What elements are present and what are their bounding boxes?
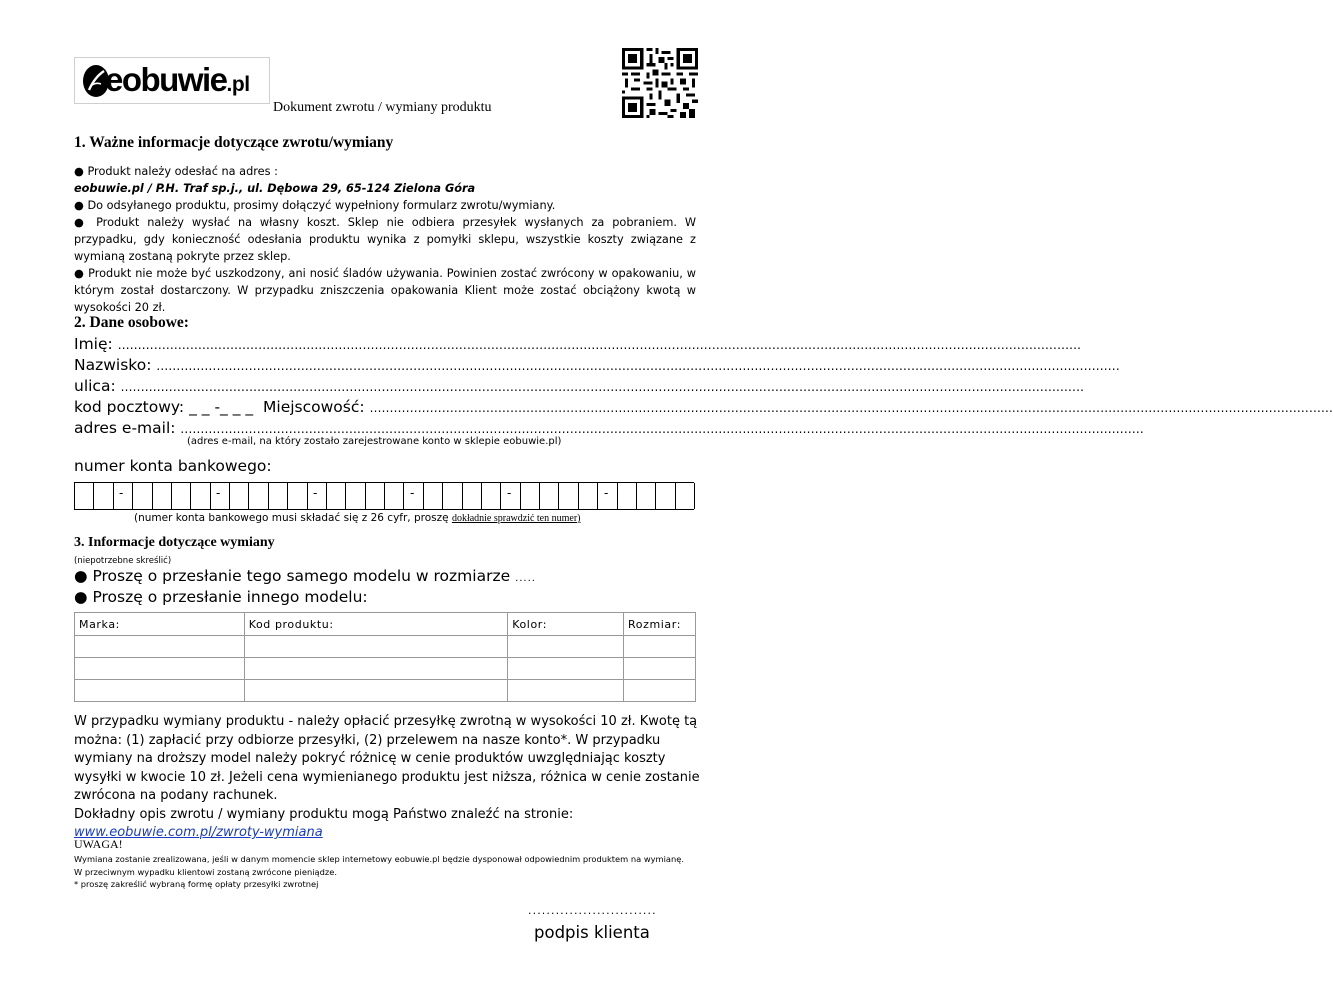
grid-cell-border [307, 483, 308, 509]
grid-cell-border [617, 483, 618, 509]
dotted-line: ................................................................................................................................................................................................................................................ [117, 338, 1082, 352]
table-cell[interactable] [75, 636, 245, 658]
table-cell[interactable] [508, 658, 624, 680]
table-cell[interactable] [244, 658, 508, 680]
postal-code-blanks: _ _ -_ _ _ [189, 398, 254, 416]
grid-cell-border [442, 483, 443, 509]
info-line: ● Produkt nie może być uszkodzony, ani nosić śladów używania. Powinien zostać zwrócony w opakowaniu, w którym został dostarczony. W przypadku zniszczenia opakowania Klient może zostać obciążony kwotą w wysokości 20 zł. [74, 267, 696, 314]
grid-cell-border [384, 483, 385, 509]
fine-print-line: * proszę zakreślić wybraną formę opłaty przesyłki zwrotnej [74, 879, 319, 889]
info-line: ● Produkt należy odesłać na adres : [74, 165, 278, 178]
account-dash: - [410, 486, 415, 500]
grid-cell-border [500, 483, 501, 509]
info-line: ● Produkt należy wysłać na własny koszt. Sklep nie odbiera przesyłek wysłanych za pobraniem. W przypadku, gdy konieczność odesłania produktu wynika z pomyłki sklepu, wszystkie koszty związane z wymianą zostaną pokryte przez sklep. [74, 216, 696, 263]
account-dash: - [507, 486, 512, 500]
grid-cell-border [345, 483, 346, 509]
info-line: ● Do odsyłanego produktu, prosimy dołączyć wypełniony formularz zwrotu/wymiany. [74, 199, 556, 212]
street-label: ulica: [74, 377, 116, 395]
option-other-model[interactable]: ● Proszę o przesłanie innego modelu: [74, 588, 368, 606]
grid-cell-border [171, 483, 172, 509]
grid-cell-border [74, 483, 75, 509]
grid-cell-border [539, 483, 540, 509]
table-cell[interactable] [75, 658, 245, 680]
grid-cell-border [462, 483, 463, 509]
exchange-paragraph: W przypadku wymiany produktu - należy opłacić przesyłkę zwrotną w wysokości 10 zł. Kwotę tą można: (1) zapłacić przy odbiorze przesyłki, (2) przelewem na nasze konto*. W przypadku wymiany na droższy model należy pokryć różnicę w cenie produktów uwzględniając koszty wysyłki w kwocie 10 zł. Jeżeli cena wymienianego produktu jest niższa, różnica w cenie zostanie zwrócona na podany rachunek. [74, 714, 700, 803]
account-dash: - [216, 486, 221, 500]
account-dash: - [313, 486, 318, 500]
exchange-info [74, 713, 700, 843]
grid-cell-border [210, 483, 211, 509]
section3-heading: 3. Informacje dotyczące wymiany [74, 535, 275, 550]
table-cell[interactable] [624, 680, 696, 702]
dotted-line: ................................................................................................................................................................................................................................................ [369, 401, 1333, 415]
table-row [75, 680, 696, 702]
last-name-field[interactable] [74, 355, 1120, 376]
bank-account-label: numer konta bankowego: [74, 457, 272, 475]
table-cell[interactable] [244, 680, 508, 702]
grid-cell-border [597, 483, 598, 509]
qr-code-icon [622, 48, 698, 118]
table-cell[interactable] [624, 658, 696, 680]
table-cell[interactable] [508, 680, 624, 702]
first-name-label: Imię: [74, 335, 113, 353]
grid-cell-border [675, 483, 676, 509]
grid-cell-border [636, 483, 637, 509]
grid-cell-border [423, 483, 424, 509]
postal-city-field[interactable] [74, 397, 1333, 418]
dotted-line: ................................................................................................................................................................................................................................................ [120, 380, 1085, 394]
document-title: Dokument zwrotu / wymiany produktu [273, 100, 492, 115]
return-info-block [74, 163, 696, 316]
exchange-table [74, 612, 696, 702]
bank-account-grid[interactable] [74, 482, 694, 510]
grid-cell-border [520, 483, 521, 509]
grid-cell-border [655, 483, 656, 509]
table-cell[interactable] [75, 680, 245, 702]
eobuwie-logo [74, 57, 270, 104]
email-label: adres e-mail: [74, 419, 176, 437]
bank-account-note: (numer konta bankowego musi składać się z 26 cyfr, proszę dokładnie sprawdzić ten numer) [134, 512, 581, 524]
grid-cell-border [152, 483, 153, 509]
postal-code-label: kod pocztowy: [74, 398, 185, 416]
table-row [75, 636, 696, 658]
table-row [75, 658, 696, 680]
city-label: Miejscowość: [263, 398, 365, 416]
returns-link[interactable]: www.eobuwie.com.pl/zwroty-wymiana [74, 825, 323, 840]
section1-heading: 1. Ważne informacje dotyczące zwrotu/wymiany [74, 134, 394, 151]
table-cell[interactable] [624, 636, 696, 658]
section2-heading: 2. Dane osobowe: [74, 314, 189, 331]
grid-cell-border [229, 483, 230, 509]
col-header-product-code: Kod produktu: [244, 613, 508, 636]
grid-cell-border [287, 483, 288, 509]
col-header-color: Kolor: [508, 613, 624, 636]
grid-cell-border [248, 483, 249, 509]
street-field[interactable] [74, 376, 1085, 397]
account-dash: - [119, 486, 124, 500]
grid-cell-border [365, 483, 366, 509]
strike-note: (niepotrzebne skreślić) [74, 556, 172, 566]
fine-print [74, 853, 694, 891]
grid-cell-border [113, 483, 114, 509]
account-dash: - [604, 486, 609, 500]
grid-cell-border [326, 483, 327, 509]
table-cell[interactable] [244, 636, 508, 658]
details-paragraph: Dokładny opis zwrotu / wymiany produktu mogą Państwo znaleźć na stronie: [74, 806, 574, 822]
grid-cell-border [93, 483, 94, 509]
email-note: (adres e-mail, na który zostało zarejestrowane konto w sklepie eobuwie.pl) [187, 436, 562, 447]
logo-wordmark: eobuwie.pl [105, 61, 250, 98]
grid-cell-border [132, 483, 133, 509]
dotted-line: ................................................................................................................................................................................................................................................ [180, 422, 1144, 436]
option-same-model[interactable]: ● Proszę o przesłanie tego samego modelu w rozmiarze ..... [74, 567, 536, 585]
col-header-size: Rozmiar: [624, 613, 696, 636]
signature-line[interactable]: ............................ [528, 904, 657, 917]
grid-cell-border [558, 483, 559, 509]
return-address: eobuwie.pl / P.H. Traf sp.j., ul. Dębowa 29, 65-124 Zielona Góra [74, 182, 476, 195]
grid-cell-border [268, 483, 269, 509]
table-cell[interactable] [508, 636, 624, 658]
last-name-label: Nazwisko: [74, 356, 152, 374]
grid-cell-border [190, 483, 191, 509]
warning-label: UWAGA! [74, 837, 123, 851]
col-header-brand: Marka: [75, 613, 245, 636]
dotted-line: ................................................................................................................................................................................................................................................ [156, 359, 1120, 373]
grid-cell-border [403, 483, 404, 509]
grid-cell-border [578, 483, 579, 509]
first-name-field[interactable] [74, 334, 1082, 355]
fine-print-line: Wymiana zostanie zrealizowana, jeśli w danym momencie sklep internetowy eobuwie.pl będzie dysponował odpowiednim produktem na wymianę. W przeciwnym wypadku klientowi zostaną zwrócone pieniądze. [74, 854, 685, 877]
signature-label: podpis klienta [534, 923, 650, 942]
grid-cell-border [694, 483, 695, 509]
grid-cell-border [481, 483, 482, 509]
